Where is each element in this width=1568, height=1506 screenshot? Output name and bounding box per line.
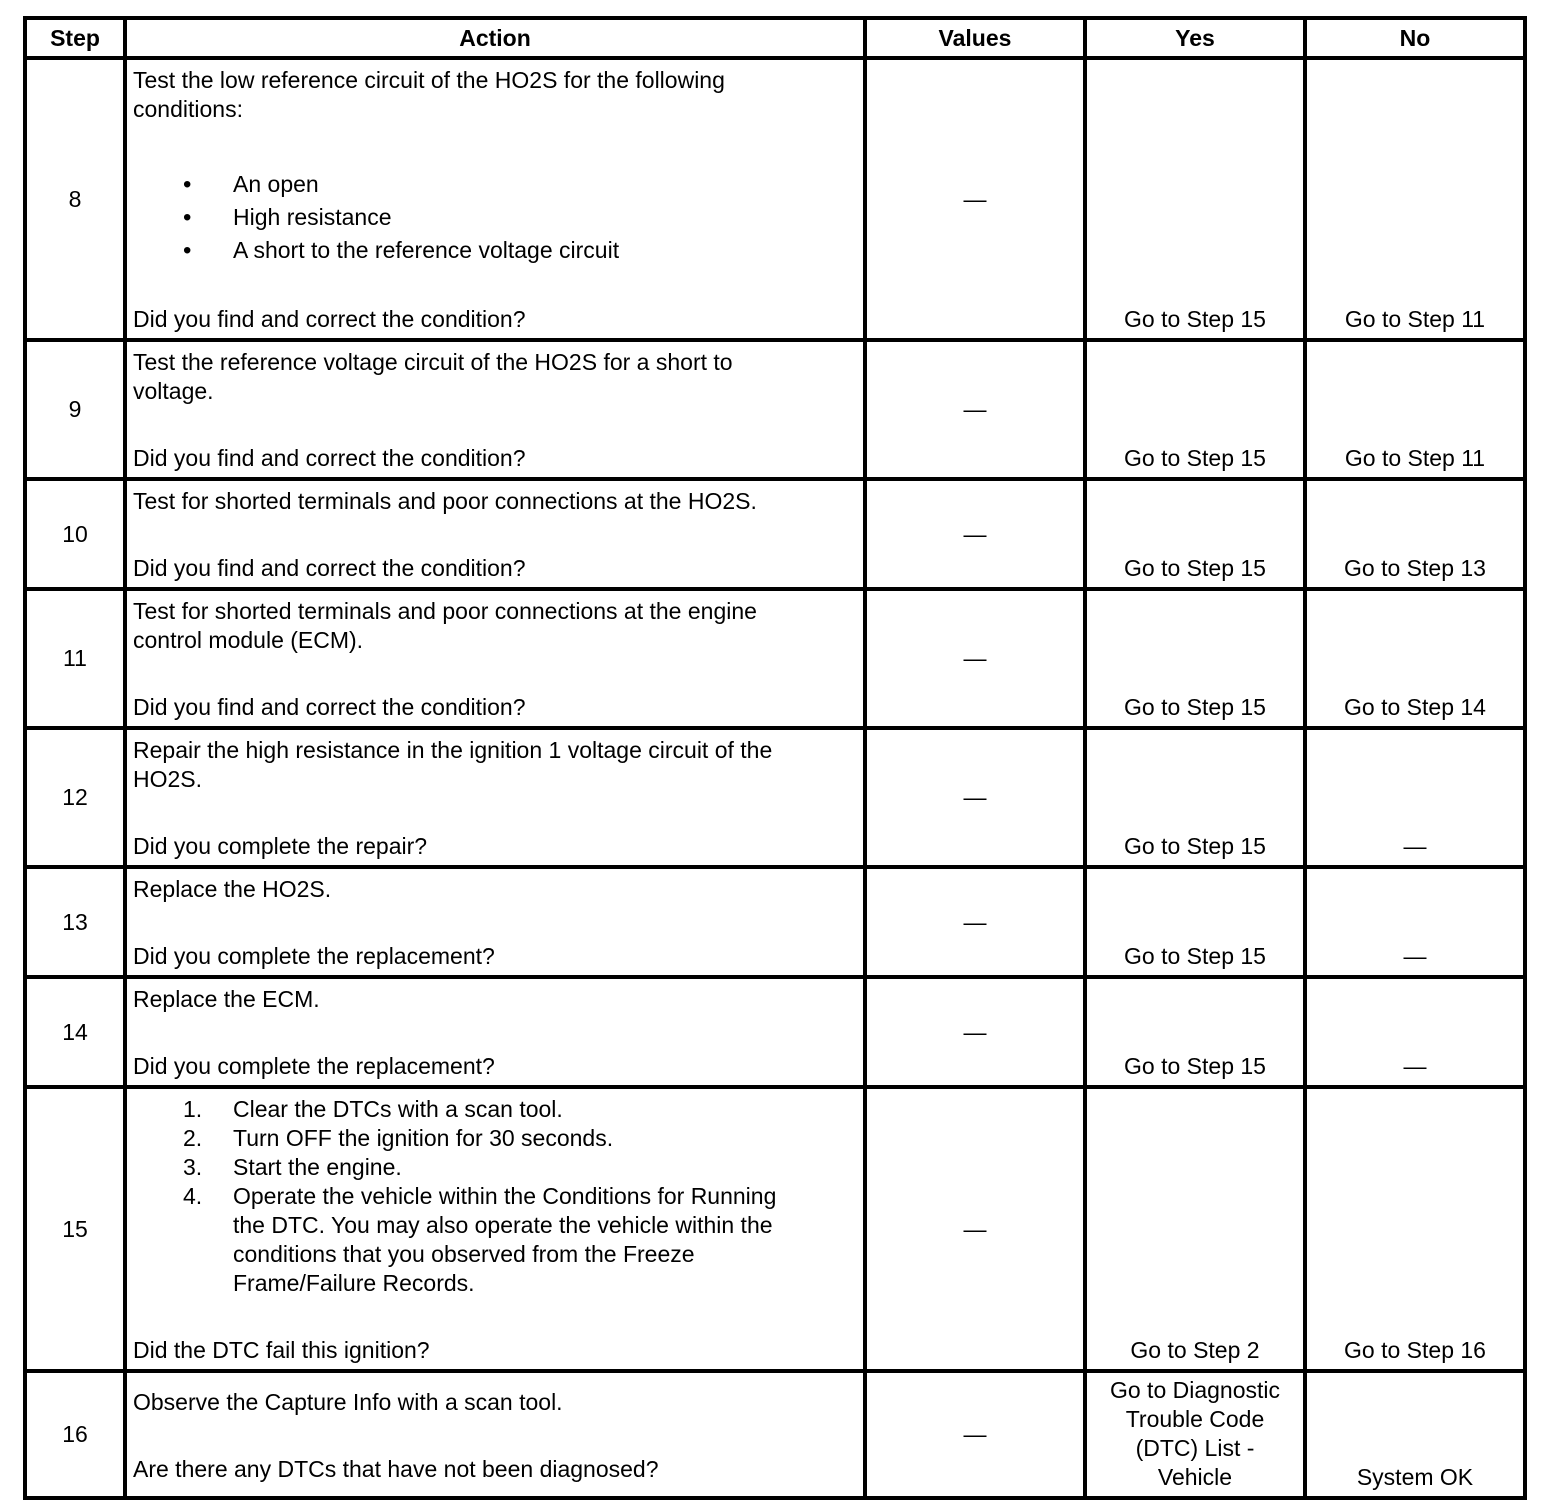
values-cell: —	[865, 58, 1085, 340]
no-cell: —	[1305, 728, 1525, 867]
list-text: Clear the DTCs with a scan tool.	[233, 1096, 563, 1122]
table-row	[25, 340, 1525, 479]
yes-line: (DTC) List -	[1135, 1435, 1255, 1461]
action-cell	[125, 340, 865, 479]
action-question: Did you complete the replacement?	[133, 1053, 495, 1079]
action-text: Replace the HO2S.	[133, 876, 332, 902]
no-cell: —	[1305, 977, 1525, 1087]
no-cell: Go to Step 16	[1305, 1087, 1525, 1371]
procedure-list	[133, 1095, 857, 1298]
no-cell: Go to Step 11	[1305, 340, 1525, 479]
header-no: No	[1305, 18, 1525, 58]
action-question: Did you find and correct the condition?	[133, 694, 526, 720]
action-cell	[125, 589, 865, 728]
step-number: 12	[25, 728, 125, 867]
values-cell: —	[865, 589, 1085, 728]
yes-cell: Go to Step 15	[1085, 867, 1305, 977]
list-text: conditions that you observed from the Freeze	[233, 1241, 695, 1267]
table-row	[25, 589, 1525, 728]
action-text: Repair the high resistance in the ignition 1 voltage circuit of the	[133, 737, 773, 763]
list-item	[183, 1095, 857, 1124]
action-text: control module (ECM).	[133, 627, 364, 653]
no-cell: Go to Step 11	[1305, 58, 1525, 340]
header-step: Step	[25, 18, 125, 58]
list-number: 1.	[183, 1096, 203, 1122]
action-question: Did you find and correct the condition?	[133, 555, 526, 581]
yes-cell: Go to Step 15	[1085, 589, 1305, 728]
yes-cell: Go to Step 15	[1085, 728, 1305, 867]
list-item	[183, 1124, 857, 1153]
action-text: Test the reference voltage circuit of the HO2S for a short to	[133, 349, 733, 375]
list-number: 4.	[183, 1183, 203, 1209]
action-cell	[125, 1087, 865, 1371]
no-cell: Go to Step 13	[1305, 479, 1525, 589]
values-cell: —	[865, 728, 1085, 867]
list-number: 2.	[183, 1125, 203, 1151]
step-number: 9	[25, 340, 125, 479]
table-row	[25, 1371, 1525, 1498]
list-item	[183, 1153, 857, 1182]
no-cell: —	[1305, 867, 1525, 977]
action-cell	[125, 728, 865, 867]
values-cell: —	[865, 340, 1085, 479]
action-text: Test for shorted terminals and poor connections at the engine	[133, 598, 757, 624]
table-row	[25, 479, 1525, 589]
values-cell: —	[865, 1371, 1085, 1498]
action-text: conditions:	[133, 96, 243, 122]
action-text: Observe the Capture Info with a scan tool.	[133, 1388, 563, 1415]
action-question: Did you complete the replacement?	[133, 943, 495, 969]
table-row	[25, 867, 1525, 977]
step-number: 8	[25, 58, 125, 340]
list-text: Frame/Failure Records.	[233, 1270, 475, 1296]
action-question: Are there any DTCs that have not been diagnosed?	[133, 1455, 659, 1482]
action-text: HO2S.	[133, 766, 203, 792]
header-values: Values	[865, 18, 1085, 58]
action-text: Test the low reference circuit of the HO2S for the following	[133, 67, 725, 93]
step-number: 15	[25, 1087, 125, 1371]
yes-cell: Go to Step 2	[1085, 1087, 1305, 1371]
values-cell: —	[865, 479, 1085, 589]
yes-cell: Go to Step 15	[1085, 340, 1305, 479]
action-question: Did you find and correct the condition?	[133, 445, 526, 471]
no-cell: System OK	[1305, 1371, 1525, 1498]
yes-cell: Go to Step 15	[1085, 58, 1305, 340]
action-question: Did the DTC fail this ignition?	[133, 1337, 430, 1363]
action-cell	[125, 58, 865, 340]
list-text: Start the engine.	[233, 1154, 402, 1180]
header-action: Action	[125, 18, 865, 58]
condition-list	[133, 168, 857, 267]
header-yes: Yes	[1085, 18, 1305, 58]
table-row	[25, 58, 1525, 340]
action-cell	[125, 1371, 865, 1498]
table-row	[25, 977, 1525, 1087]
action-cell	[125, 479, 865, 589]
yes-cell	[1085, 1371, 1305, 1498]
step-number: 10	[25, 479, 125, 589]
yes-line: Vehicle	[1157, 1464, 1233, 1490]
step-number: 14	[25, 977, 125, 1087]
list-item: • An open	[233, 168, 857, 201]
action-text: Test for shorted terminals and poor connections at the HO2S.	[133, 488, 757, 514]
step-number: 11	[25, 589, 125, 728]
list-text: Turn OFF the ignition for 30 seconds.	[233, 1125, 614, 1151]
action-text: voltage.	[133, 378, 214, 404]
action-question: Did you complete the repair?	[133, 833, 428, 859]
list-item: • High resistance	[233, 201, 857, 234]
action-cell	[125, 867, 865, 977]
values-cell: —	[865, 1087, 1085, 1371]
table-row	[25, 728, 1525, 867]
header-row	[25, 18, 1525, 58]
list-number: 3.	[183, 1154, 203, 1180]
diagnostic-table	[23, 16, 1527, 1500]
step-number: 16	[25, 1371, 125, 1498]
yes-line: Go to Diagnostic	[1109, 1377, 1281, 1403]
action-question: Did you find and correct the condition?	[133, 306, 526, 332]
values-cell: —	[865, 867, 1085, 977]
list-text: the DTC. You may also operate the vehicle within the	[233, 1212, 773, 1238]
list-text: Operate the vehicle within the Conditions for Running	[233, 1183, 777, 1209]
step-number: 13	[25, 867, 125, 977]
values-cell: —	[865, 977, 1085, 1087]
yes-line: Trouble Code	[1125, 1406, 1265, 1432]
action-cell	[125, 977, 865, 1087]
list-item: • A short to the reference voltage circuit	[233, 234, 857, 267]
yes-cell: Go to Step 15	[1085, 977, 1305, 1087]
action-text: Replace the ECM.	[133, 986, 320, 1012]
table-row	[25, 1087, 1525, 1371]
no-cell: Go to Step 14	[1305, 589, 1525, 728]
list-item	[183, 1182, 857, 1298]
yes-cell: Go to Step 15	[1085, 479, 1305, 589]
